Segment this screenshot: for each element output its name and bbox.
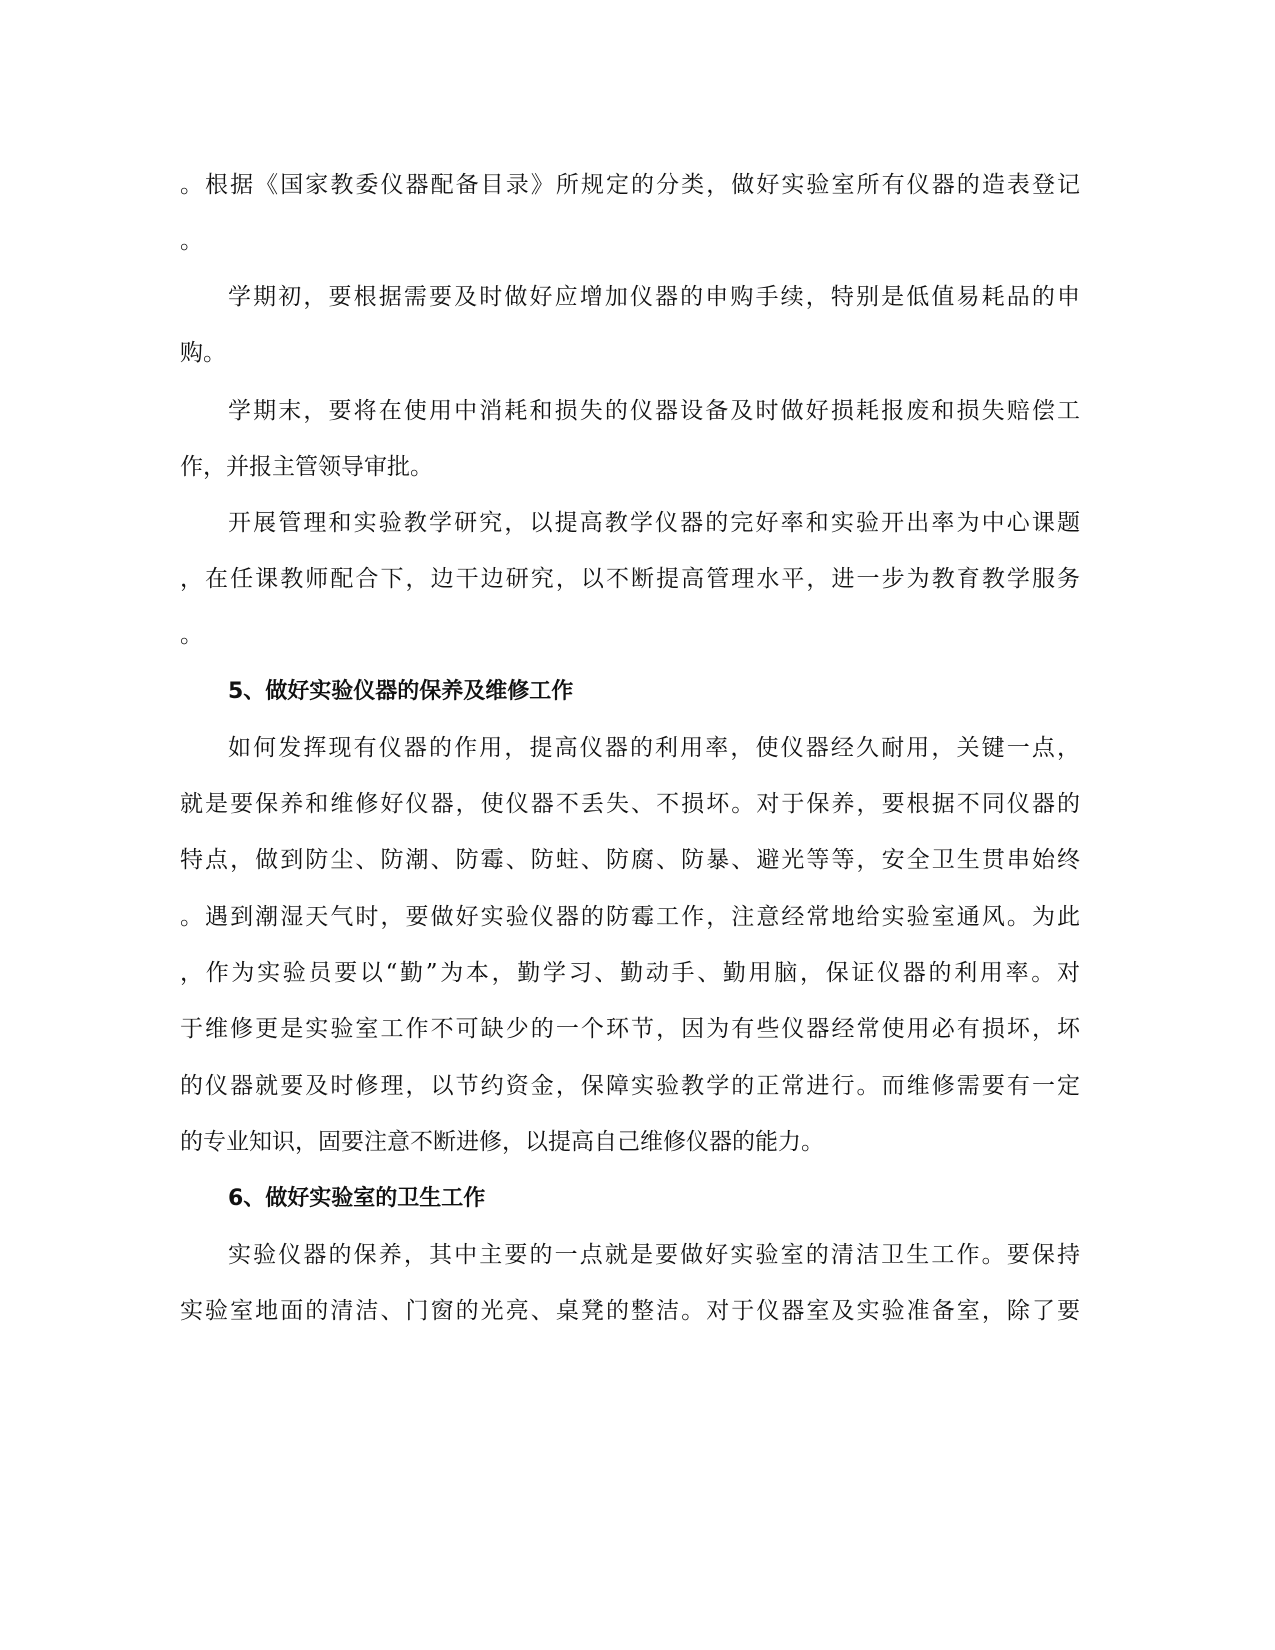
para-4-line-1: 开展管理和实验教学研究，以提高教学仪器的完好率和实验开出率为中心课题 [228, 510, 1080, 536]
para-4-line-3: 。 [180, 622, 203, 648]
para-5-line-5: ，作为实验员要以“勤”为本，勤学习、勤动手、勤用脑，保证仪器的利用率。对 [180, 960, 1080, 986]
para-1-line-1: 。根据《国家教委仪器配备目录》所规定的分类，做好实验室所有仪器的造表登记 [180, 172, 1080, 198]
section-5-heading: 5、做好实验仪器的保养及维修工作 [228, 679, 574, 704]
para-5-line-3: 特点，做到防尘、防潮、防霉、防蛀、防腐、防暴、避光等等，安全卫生贯串始终 [180, 847, 1080, 873]
para-5-line-1: 如何发挥现有仪器的作用，提高仪器的利用率，使仪器经久耐用，关键一点， [228, 735, 1080, 761]
section-6-heading: 6、做好实验室的卫生工作 [228, 1186, 486, 1211]
para-2-line-1: 学期初，要根据需要及时做好应增加仪器的申购手续，特别是低值易耗品的申 [228, 284, 1080, 310]
para-5-line-7: 的仪器就要及时修理，以节约资金，保障实验教学的正常进行。而维修需要有一定 [180, 1073, 1080, 1099]
para-3-line-1: 学期末，要将在使用中消耗和损失的仪器设备及时做好损耗报废和损失赔偿工 [228, 398, 1080, 424]
para-5-line-8: 的专业知识，固要注意不断进修，以提高自己维修仪器的能力。 [180, 1129, 824, 1155]
para-6-line-2: 实验室地面的清洁、门窗的光亮、桌凳的整洁。对于仪器室及实验准备室，除了要 [180, 1298, 1080, 1324]
para-4-line-2: ，在任课教师配合下，边干边研究，以不断提高管理水平，进一步为教育教学服务 [180, 566, 1080, 592]
para-2-line-2: 购。 [180, 340, 226, 366]
para-5-line-4: 。遇到潮湿天气时，要做好实验仪器的防霉工作，注意经常地给实验室通风。为此 [180, 904, 1080, 930]
para-6-line-1: 实验仪器的保养，其中主要的一点就是要做好实验室的清洁卫生工作。要保持 [228, 1242, 1080, 1268]
para-5-line-2: 就是要保养和维修好仪器，使仪器不丢失、不损坏。对于保养，要根据不同仪器的 [180, 791, 1080, 817]
para-1-line-2: 。 [180, 228, 203, 254]
para-5-line-6: 于维修更是实验室工作不可缺少的一个环节，因为有些仪器经常使用必有损坏，坏 [180, 1016, 1080, 1042]
para-3-line-2: 作，并报主管领导审批。 [180, 454, 433, 480]
